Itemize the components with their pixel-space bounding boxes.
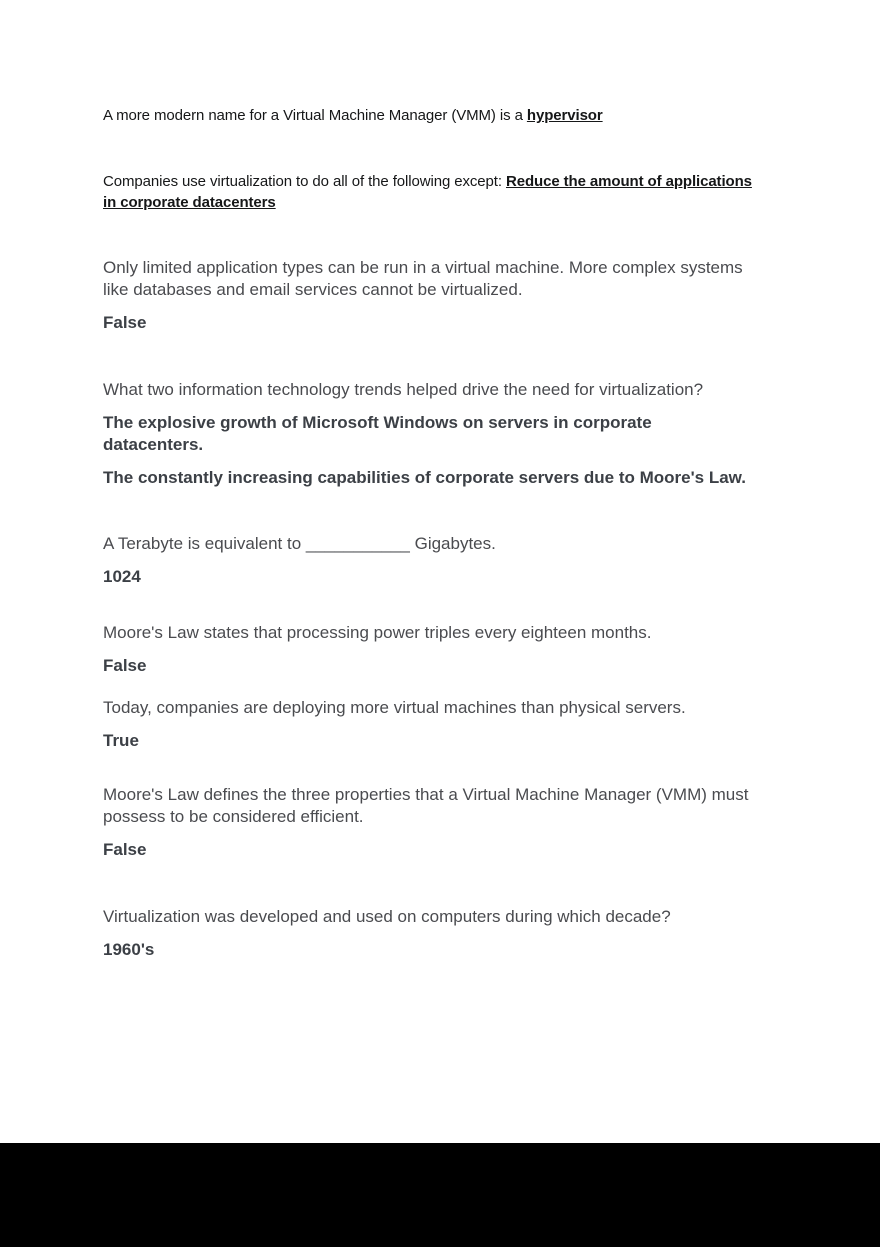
qa-item xyxy=(103,533,755,588)
qa-item xyxy=(103,906,755,961)
question-text: Today, companies are deploying more virtual machines than physical servers. xyxy=(103,698,686,717)
answer-text: 1960's xyxy=(103,940,155,959)
answer-text: False xyxy=(103,313,147,332)
answer-text: False xyxy=(103,840,147,859)
question-text: Virtualization was developed and used on computers during which decade? xyxy=(103,907,671,926)
answer-text: False xyxy=(103,656,147,675)
qa-item xyxy=(103,784,755,861)
document-content xyxy=(103,105,755,961)
qa-item xyxy=(103,379,755,489)
question-text: Companies use virtualization to do all of the following except: xyxy=(103,173,506,190)
answer-text: The explosive growth of Microsoft Windows on servers in corporate datacenters. xyxy=(103,413,652,454)
question-text: Only limited application types can be run in a virtual machine. More complex systems like databases and email services cannot be virtualized. xyxy=(103,258,743,299)
answer-text: True xyxy=(103,731,139,750)
qa-item xyxy=(103,171,755,213)
answer-highlight: hypervisor xyxy=(526,107,603,124)
question-text: Moore's Law states that processing power triples every eighteen months. xyxy=(103,623,652,642)
question-text: A Terabyte is equivalent to ___________ Gigabytes. xyxy=(103,534,496,553)
qa-item xyxy=(103,105,755,126)
question-text: Moore's Law defines the three properties that a Virtual Machine Manager (VMM) must possess to be considered efficient. xyxy=(103,785,749,826)
bottom-black-bar xyxy=(0,1143,880,1247)
answer-highlight: Reduce the amount of applications in corporate datacenters xyxy=(103,173,752,211)
answer-text: 1024 xyxy=(103,567,141,586)
qa-item xyxy=(103,697,755,752)
question-text: A more modern name for a Virtual Machine Manager (VMM) is a xyxy=(103,107,527,124)
answer-text: The constantly increasing capabilities of corporate servers due to Moore's Law. xyxy=(103,468,746,487)
qa-item xyxy=(103,622,755,677)
qa-item xyxy=(103,257,755,334)
question-text: What two information technology trends helped drive the need for virtualization? xyxy=(103,380,704,399)
